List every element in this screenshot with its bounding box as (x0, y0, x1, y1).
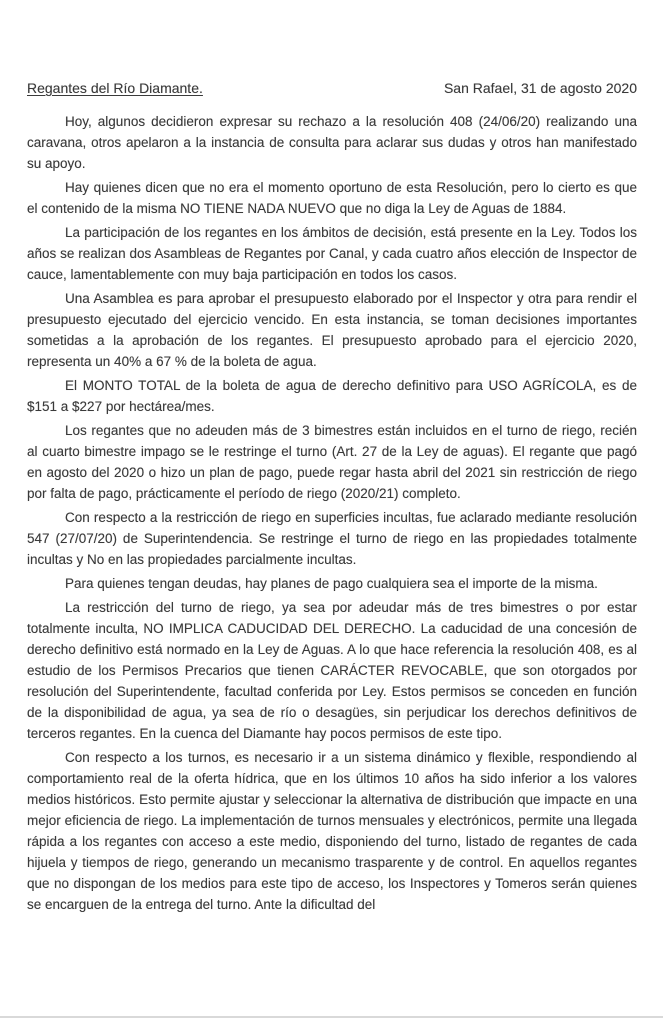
document-body (27, 111, 637, 915)
paragraph-8: Para quienes tengan deudas, hay planes de pago cualquiera sea el importe de la misma. (65, 576, 598, 591)
paragraph-2: Hay quienes dicen que no era el momento oportuno de esta Resolución, pero lo cierto es que el contenido de la misma NO TIENE NADA NUEVO que no diga la Ley de Aguas de 1884. (27, 180, 637, 216)
document-title: Regantes del Río Diamante. (27, 80, 203, 96)
document-header (27, 78, 637, 99)
paragraph-6: Los regantes que no adeuden más de 3 bimestres están incluidos en el turno de riego, recién al cuarto bimestre impago se le restringe el turno (Art. 27 de la Ley de aguas). El regante que pagó en agosto del 2020 o hizo un plan de pago, puede regar hasta abril del 2021 sin restricción de riego por falta de pago, prácticamente el período de riego (2020/21) completo. (27, 423, 637, 501)
paragraph-1: Hoy, algunos decidieron expresar su rechazo a la resolución 408 (24/06/20) realizando una caravana, otros apelaron a la instancia de consulta para aclarar sus dudas y otros han manifestado su apoyo. (27, 114, 637, 171)
paragraph-7: Con respecto a la restricción de riego en superficies incultas, fue aclarado mediante resolución 547 (27/07/20) de Superintendencia. Se restringe el turno de riego en las propiedades totalmente incultas y No en las propiedades parcialmente incultas. (27, 510, 637, 567)
dateline: San Rafael, 31 de agosto 2020 (443, 80, 637, 96)
page-bottom-edge (0, 1016, 663, 1018)
paragraph-9: La restricción del turno de riego, ya sea por adeudar más de tres bimestres o por estar totalmente inculta, NO IMPLICA CADUCIDAD DEL DERECHO. La caducidad de una concesión de derecho definitivo está normado en la Ley de Aguas. A lo que hace referencia la resolución 408, es al estudio de los Permisos Precarios que tienen CARÁCTER REVOCABLE, que son otorgados por resolución del Superintendente, facultad conferida por Ley. Estos permisos se conceden en función de la disponibilidad de agua, ya sea de río o desagües, sin perjudicar los derechos definitivos de terceros regantes. En la cuenca del Diamante hay pocos permisos de este tipo. (27, 600, 637, 741)
paragraph-3: La participación de los regantes en los ámbitos de decisión, está presente en la Ley. Todos los años se realizan dos Asambleas de Regantes por Canal, y cada cuatro años elección de Inspector de cauce, lamentablemente con muy baja participación en todos los casos. (27, 225, 637, 282)
paragraph-10: Con respecto a los turnos, es necesario ir a un sistema dinámico y flexible, respondiendo al comportamiento real de la oferta hídrica, que en los últimos 10 años ha sido inferior a los valores medios históricos. Esto permite ajustar y seleccionar la alternativa de distribución que impacte en una mejor eficiencia de riego. La implementación de turnos mensuales y electrónicos, permite una llegada rápida a los regantes con acceso a este medio, disponiendo del turno, listado de regantes de cada hijuela y tiempos de riego, generando un mecanismo trasparente y de control. En aquellos regantes que no dispongan de los medios para este tipo de acceso, los Inspectores y Tomeros serán quienes se encarguen de la entrega del turno. Ante la dificultad del (27, 750, 637, 912)
paragraph-5: El MONTO TOTAL de la boleta de agua de derecho definitivo para USO AGRÍCOLA, es de $151 a $227 por hectárea/mes. (27, 378, 637, 414)
paragraph-4: Una Asamblea es para aprobar el presupuesto elaborado por el Inspector y otra para rendir el presupuesto ejecutado del ejercicio vencido. En esta instancia, se toman decisiones importantes sometidas a la aprobación de los regantes. El presupuesto aprobado para el ejercicio 2020, representa un 40% a 67 % de la boleta de agua. (27, 291, 637, 369)
